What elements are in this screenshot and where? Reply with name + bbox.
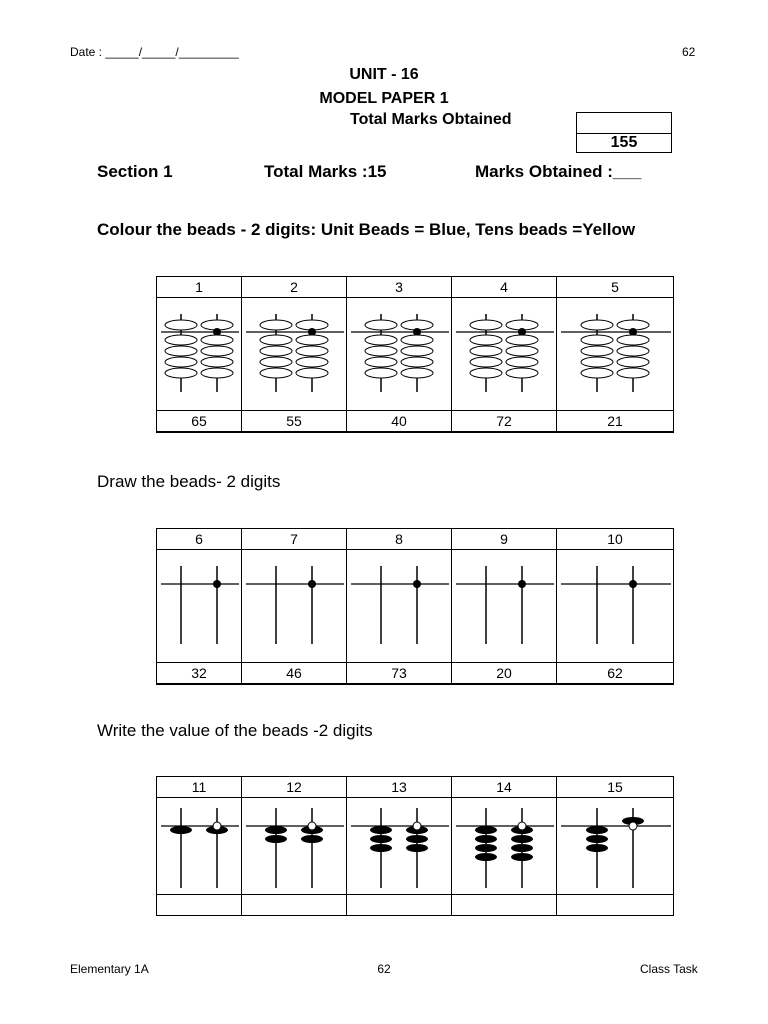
answer-input[interactable] bbox=[452, 895, 557, 916]
units-bead bbox=[401, 368, 433, 378]
tens-bead bbox=[265, 826, 287, 834]
tens-bead bbox=[475, 835, 497, 843]
abacus-value: 21 bbox=[557, 411, 674, 433]
abacus-cell bbox=[242, 798, 347, 895]
abacus-cell bbox=[452, 550, 557, 663]
abacus-outline[interactable] bbox=[557, 304, 673, 404]
tens-bead bbox=[475, 844, 497, 852]
item-number: 10 bbox=[557, 529, 674, 550]
footer-page-number: 62 bbox=[377, 962, 391, 976]
units-bead bbox=[401, 346, 433, 356]
tens-bead bbox=[581, 335, 613, 345]
answer-input[interactable] bbox=[347, 895, 452, 916]
abacus-cell bbox=[347, 798, 452, 895]
item-number: 5 bbox=[557, 277, 674, 298]
abacus-cell bbox=[157, 798, 242, 895]
tens-bead bbox=[470, 346, 502, 356]
abacus-cell bbox=[557, 550, 674, 663]
date-label: Date : _____/_____/_________ bbox=[70, 45, 239, 59]
abacus-cell bbox=[157, 550, 242, 663]
answer-input[interactable] bbox=[242, 895, 347, 916]
marker-dot bbox=[518, 580, 526, 588]
part1-table bbox=[156, 276, 674, 433]
units-bead bbox=[506, 368, 538, 378]
tens-bead bbox=[260, 368, 292, 378]
abacus-value: 65 bbox=[157, 411, 242, 433]
item-number: 14 bbox=[452, 777, 557, 798]
tens-bead bbox=[365, 368, 397, 378]
units-bead bbox=[401, 335, 433, 345]
tens-bead bbox=[265, 835, 287, 843]
marker-dot bbox=[213, 822, 221, 830]
units-bead bbox=[511, 844, 533, 852]
item-number: 6 bbox=[157, 529, 242, 550]
item-number: 1 bbox=[157, 277, 242, 298]
units-bead bbox=[617, 335, 649, 345]
tens-bead bbox=[365, 335, 397, 345]
tens-bead bbox=[586, 835, 608, 843]
abacus-value: 40 bbox=[347, 411, 452, 433]
tens-bead bbox=[365, 346, 397, 356]
units-bead bbox=[506, 357, 538, 367]
abacus-value: 20 bbox=[452, 663, 557, 685]
marker-dot bbox=[629, 580, 637, 588]
abacus-value: 72 bbox=[452, 411, 557, 433]
abacus-cell bbox=[347, 298, 452, 411]
section-name: Section 1 bbox=[97, 162, 173, 181]
abacus-outline[interactable] bbox=[157, 304, 241, 404]
marker-dot bbox=[308, 580, 316, 588]
abacus-empty[interactable] bbox=[242, 556, 346, 656]
units-bead bbox=[201, 368, 233, 378]
tens-upper-bead bbox=[165, 320, 197, 330]
abacus-value: 46 bbox=[242, 663, 347, 685]
abacus-cell bbox=[347, 550, 452, 663]
tens-bead bbox=[370, 826, 392, 834]
part2-table bbox=[156, 528, 674, 685]
tens-bead bbox=[586, 826, 608, 834]
marker-dot bbox=[518, 822, 526, 830]
units-bead bbox=[296, 346, 328, 356]
item-number: 3 bbox=[347, 277, 452, 298]
abacus-cell bbox=[452, 798, 557, 895]
item-number: 9 bbox=[452, 529, 557, 550]
abacus-filled bbox=[347, 800, 451, 892]
units-bead bbox=[406, 835, 428, 843]
abacus-cell bbox=[557, 298, 674, 411]
paper-title: MODEL PAPER 1 bbox=[319, 90, 449, 107]
abacus-value: 32 bbox=[157, 663, 242, 685]
units-bead bbox=[201, 335, 233, 345]
tens-bead bbox=[365, 357, 397, 367]
abacus-empty[interactable] bbox=[157, 556, 241, 656]
abacus-filled bbox=[242, 800, 346, 892]
tens-bead bbox=[370, 835, 392, 843]
tens-upper-bead bbox=[581, 320, 613, 330]
tens-bead bbox=[470, 335, 502, 345]
abacus-value: 73 bbox=[347, 663, 452, 685]
abacus-cell bbox=[242, 550, 347, 663]
tens-bead bbox=[581, 357, 613, 367]
marker-dot bbox=[308, 822, 316, 830]
item-number: 2 bbox=[242, 277, 347, 298]
abacus-filled bbox=[157, 800, 241, 892]
tens-upper-bead bbox=[365, 320, 397, 330]
units-bead bbox=[617, 368, 649, 378]
tens-bead bbox=[475, 826, 497, 834]
tens-upper-bead bbox=[470, 320, 502, 330]
total-marks-obtained-label: Total Marks Obtained bbox=[350, 111, 512, 128]
footer-right: Class Task bbox=[640, 962, 698, 976]
abacus-cell bbox=[452, 298, 557, 411]
part2-instruction: Draw the beads- 2 digits bbox=[97, 472, 281, 491]
footer-left: Elementary 1A bbox=[70, 962, 149, 976]
abacus-empty[interactable] bbox=[452, 556, 556, 656]
item-number: 7 bbox=[242, 529, 347, 550]
abacus-cell bbox=[242, 298, 347, 411]
units-bead bbox=[511, 835, 533, 843]
answer-input[interactable] bbox=[157, 895, 242, 916]
abacus-filled bbox=[452, 800, 556, 892]
tens-bead bbox=[260, 346, 292, 356]
abacus-value: 55 bbox=[242, 411, 347, 433]
tens-bead bbox=[260, 335, 292, 345]
marker-dot bbox=[413, 822, 421, 830]
unit-title: UNIT - 16 bbox=[349, 66, 419, 83]
units-bead bbox=[301, 835, 323, 843]
section-total-marks: Total Marks :15 bbox=[264, 162, 387, 181]
units-bead bbox=[401, 357, 433, 367]
total-marks-box bbox=[576, 112, 672, 153]
abacus-filled bbox=[557, 800, 673, 892]
units-bead bbox=[511, 853, 533, 861]
tens-bead bbox=[470, 357, 502, 367]
tens-upper-bead bbox=[260, 320, 292, 330]
tens-bead bbox=[370, 844, 392, 852]
tens-bead bbox=[170, 826, 192, 834]
abacus-outline[interactable] bbox=[242, 304, 346, 404]
marker-dot bbox=[629, 822, 637, 830]
units-bead bbox=[617, 357, 649, 367]
abacus-cell bbox=[557, 798, 674, 895]
tens-bead bbox=[475, 853, 497, 861]
abacus-value: 62 bbox=[557, 663, 674, 685]
section-marks-obtained: Marks Obtained :___ bbox=[475, 162, 642, 181]
tens-bead bbox=[260, 357, 292, 367]
page-number-top: 62 bbox=[682, 45, 696, 59]
abacus-empty[interactable] bbox=[557, 556, 673, 656]
tens-bead bbox=[165, 357, 197, 367]
units-bead bbox=[296, 368, 328, 378]
answer-input[interactable] bbox=[557, 895, 674, 916]
item-number: 11 bbox=[157, 777, 242, 798]
marker-dot bbox=[413, 580, 421, 588]
abacus-outline[interactable] bbox=[452, 304, 556, 404]
tens-bead bbox=[165, 346, 197, 356]
tens-bead bbox=[165, 368, 197, 378]
tens-bead bbox=[586, 844, 608, 852]
item-number: 8 bbox=[347, 529, 452, 550]
item-number: 13 bbox=[347, 777, 452, 798]
tens-bead bbox=[165, 335, 197, 345]
item-number: 15 bbox=[557, 777, 674, 798]
units-bead bbox=[406, 844, 428, 852]
tens-bead bbox=[581, 346, 613, 356]
units-bead bbox=[506, 335, 538, 345]
part1-instruction: Colour the beads - 2 digits: Unit Beads = Blue, Tens beads =Yellow bbox=[97, 220, 636, 239]
tens-bead bbox=[581, 368, 613, 378]
part3-table bbox=[156, 776, 674, 916]
units-bead bbox=[201, 346, 233, 356]
units-bead bbox=[296, 335, 328, 345]
part3-instruction: Write the value of the beads -2 digits bbox=[97, 721, 373, 740]
units-bead bbox=[201, 357, 233, 367]
tens-bead bbox=[470, 368, 502, 378]
abacus-empty[interactable] bbox=[347, 556, 451, 656]
abacus-cell bbox=[157, 298, 242, 411]
abacus-outline[interactable] bbox=[347, 304, 451, 404]
item-number: 4 bbox=[452, 277, 557, 298]
units-bead bbox=[506, 346, 538, 356]
marker-dot bbox=[213, 580, 221, 588]
units-bead bbox=[617, 346, 649, 356]
total-marks-obtained-value: 155 bbox=[610, 134, 638, 151]
item-number: 12 bbox=[242, 777, 347, 798]
units-bead bbox=[296, 357, 328, 367]
